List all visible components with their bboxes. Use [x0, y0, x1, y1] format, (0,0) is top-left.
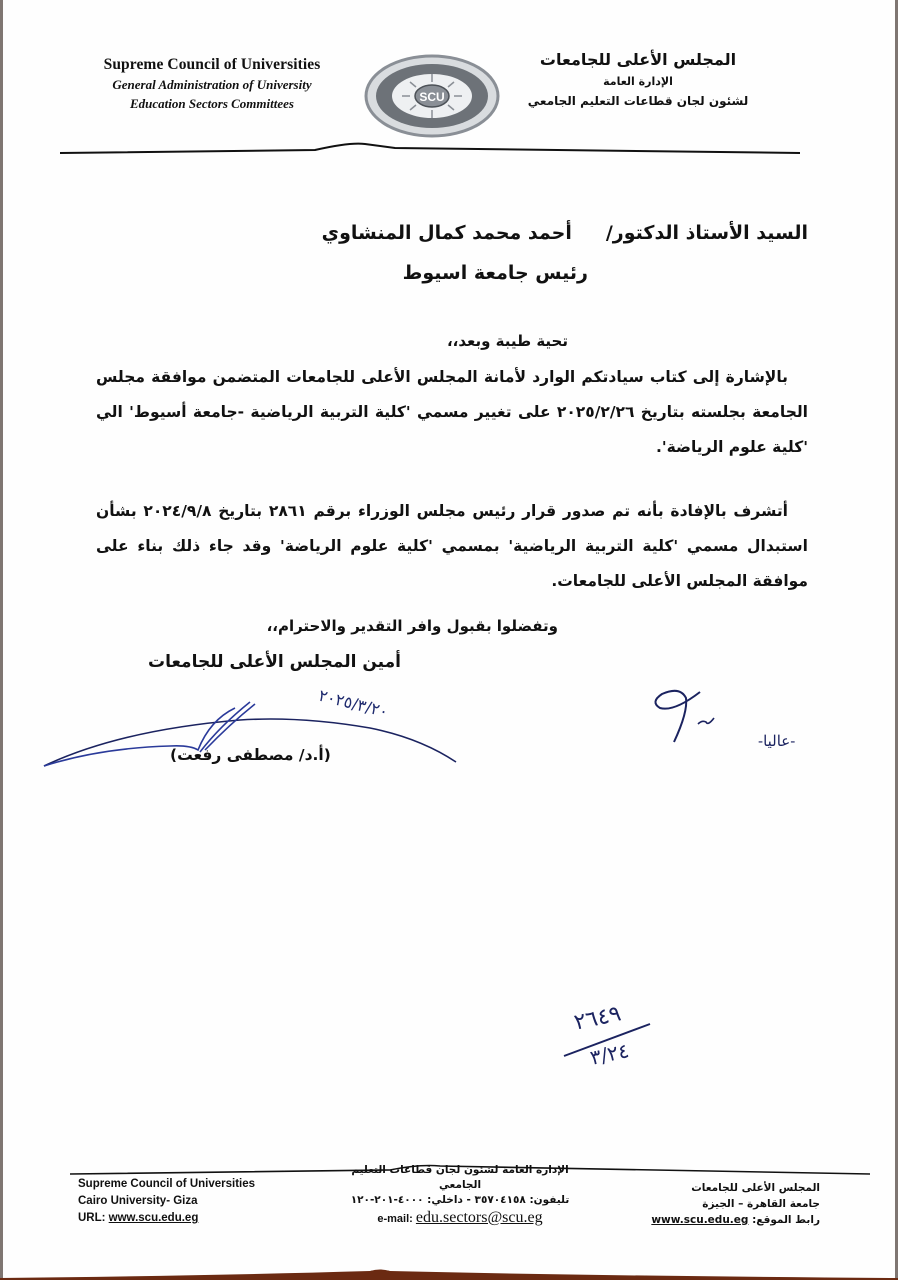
signer-name: (أ.د/ مصطفى رفعت): [170, 746, 331, 764]
footer-english: [78, 1176, 255, 1227]
greeting: تحية طيبة وبعد،،: [446, 332, 568, 350]
header-ar-line3: لشئون لجان قطاعات التعليم الجامعي: [527, 94, 749, 108]
body-paragraph-2: أتشرف بالإفادة بأنه تم صدور قرار رئيس مجلس الوزراء برقم ٢٨٦١ بتاريخ ٢٠٢٤/٩/٨ بشأن استبدال مسمي 'كلية التربية الرياضية' بمسمي 'كلية علوم الرياضة' وقد جاء ذلك بناء على موافقة المجلس الأعلى للجامعات.: [96, 502, 808, 590]
addressee-line: [322, 222, 808, 244]
header-ar-line2: الإدارة العامة: [603, 75, 673, 88]
footer-ar-line1: المجلس الأعلى للجامعات: [691, 1182, 820, 1194]
footer-en-line2: Cairo University- Giza: [78, 1195, 198, 1207]
header-en-line3: Education Sectors Committees: [130, 96, 294, 111]
footer-mid-line1: الإدارة العامة لشئون لجان قطاعات التعليم الجامعي: [351, 1164, 569, 1191]
desk-edge: [0, 1266, 898, 1280]
footer-ar-url-link[interactable]: www.scu.edu.eg: [651, 1214, 749, 1226]
footer-phone: تليفون: ٣٥٧٠٤١٥٨ - داخلي: ٤٠٠٠-٢٠١-١٢٠: [350, 1194, 570, 1206]
body-paragraph-1: بالإشارة إلى كتاب سيادتكم الوارد لأمانة المجلس الأعلى للجامعات المتضمن موافقة مجلس الجامعة بجلسته بتاريخ ٢٠٢٥/٢/٢٦ على تغيير مسمي 'كلية التربية الرياضية -جامعة أسيوط' الي 'كلية علوم الرياضة'.: [96, 368, 808, 456]
footer-url-label: URL:: [78, 1212, 106, 1224]
footer-arabic: [651, 1180, 820, 1228]
page-edge-left: [0, 0, 3, 1280]
footer-ar-line2: جامعة القاهرة – الجيزة: [702, 1198, 820, 1210]
header-arabic: [518, 50, 758, 108]
handwritten-date: ٢٠٢٥/٣/٢٠: [316, 685, 391, 722]
closing-line: وتفضلوا بقبول وافر التقدير والاحترام،،: [266, 617, 558, 635]
scu-seal-icon: [362, 52, 502, 140]
footer-email-label: e-mail:: [377, 1213, 413, 1225]
svg-text:SCU: SCU: [419, 90, 445, 104]
footer-url-link[interactable]: www.scu.edu.eg: [108, 1212, 199, 1224]
header-english: [82, 56, 342, 112]
signer-title: أمين المجلس الأعلى للجامعات: [148, 652, 401, 672]
addressee-position: رئيس جامعة اسيوط: [402, 262, 588, 284]
addressee-name: أحمد محمد كمال المنشاوي: [321, 222, 572, 244]
footer-middle: [330, 1163, 590, 1227]
initials-scribble-icon: [640, 682, 720, 752]
footer-ar-url-label: رابط الموقع:: [752, 1214, 820, 1226]
header-ar-line1: المجلس الأعلى للجامعات: [539, 50, 737, 69]
footer-en-line1: Supreme Council of Universities: [78, 1178, 256, 1190]
addressee-title: السيد الأستاذ الدكتور/: [605, 222, 808, 244]
handwritten-reference-number: ٢٦٤٩: [571, 1001, 624, 1036]
header-divider: [60, 140, 800, 160]
footer-email-link[interactable]: edu.sectors@scu.eg: [415, 1209, 543, 1226]
header-en-line2: General Administration of University: [112, 77, 312, 92]
header-en-line1: Supreme Council of Universities: [103, 56, 321, 73]
margin-handwritten-word: -عاليا-: [758, 732, 796, 750]
handwritten-reference-date: ٣/٢٤: [587, 1038, 632, 1070]
